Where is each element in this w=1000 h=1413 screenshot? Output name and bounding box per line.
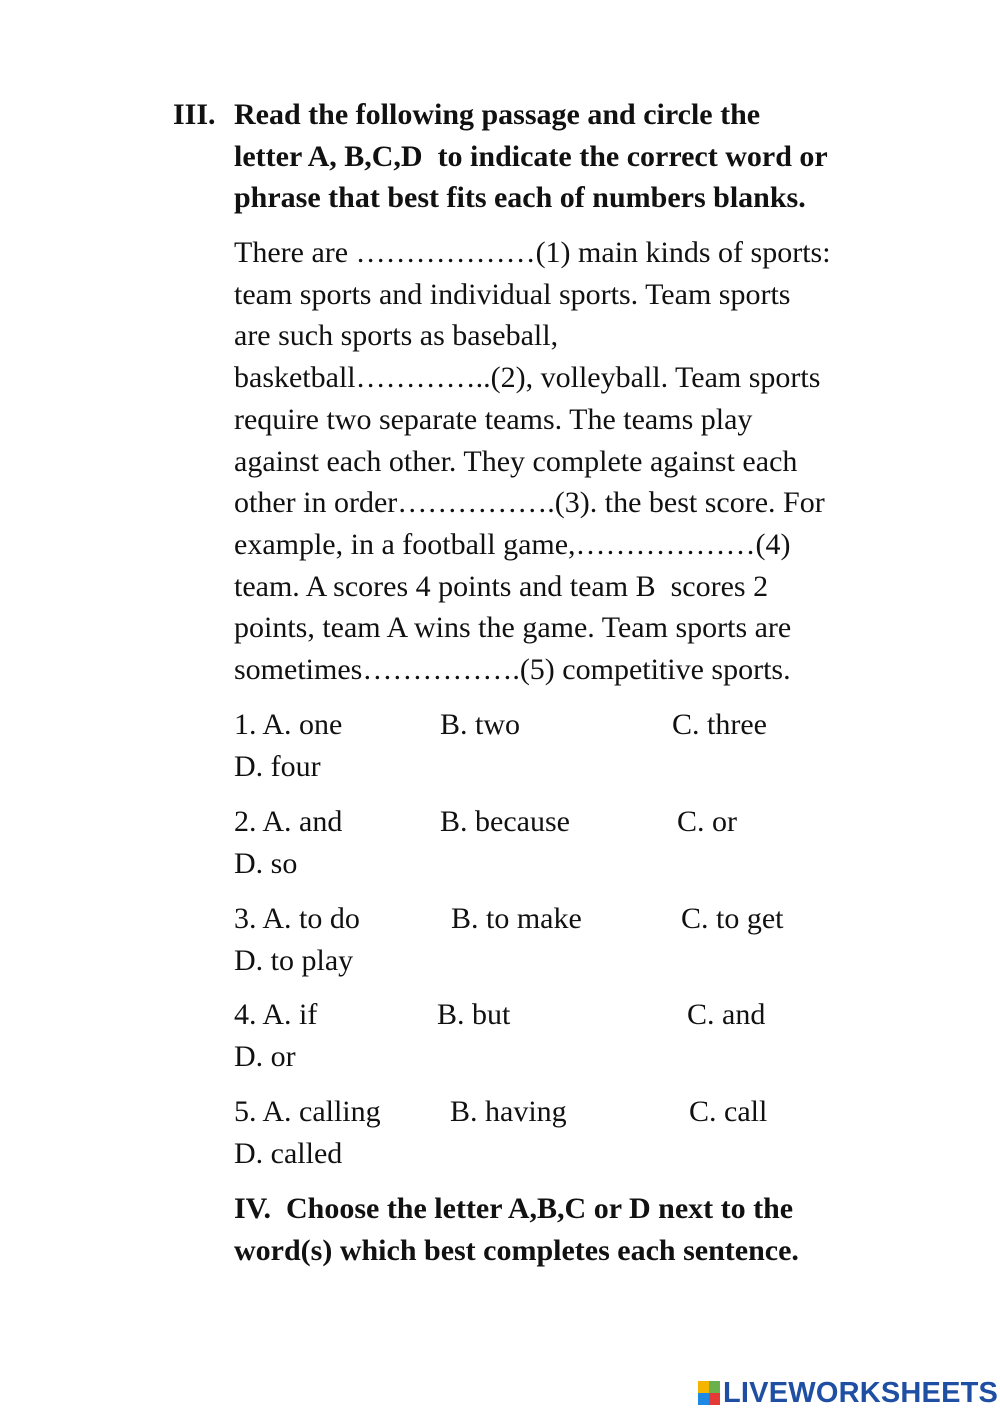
section-3-instruction [234, 94, 828, 219]
q3-option-a[interactable]: 3. A. to do [234, 902, 360, 935]
q1-option-a[interactable]: 1. A. one [234, 708, 343, 741]
passage-line: sometimes…………….(5) competitive sports. [234, 653, 791, 687]
liveworksheets-logo-icon [698, 1381, 720, 1405]
q5-option-d[interactable]: D. called [234, 1137, 343, 1170]
q3-option-c[interactable]: C. to get [681, 902, 784, 935]
section-4-line: IV. Choose the letter A,B,C or D next to the [234, 1192, 794, 1225]
passage-line: points, team A wins the game. Team sports are [234, 611, 792, 645]
q4-option-d[interactable]: D. or [234, 1040, 296, 1073]
passage-line: There are ………………(1) main kinds of sports: [234, 236, 831, 269]
reading-passage [234, 232, 831, 691]
question-4 [234, 994, 934, 1078]
section-4-heading [234, 1188, 799, 1271]
q5-option-c[interactable]: C. call [689, 1095, 768, 1128]
question-1 [234, 704, 934, 788]
q4-option-c[interactable]: C. and [687, 998, 766, 1031]
question-5 [234, 1091, 934, 1175]
passage-line: are such sports as baseball, [234, 319, 559, 353]
instruction-line: Read the following passage and circle the [234, 98, 761, 131]
instruction-line: letter A, B,C,D to indicate the correct word or [234, 139, 828, 173]
q2-option-b[interactable]: B. because [440, 805, 570, 838]
liveworksheets-brand [698, 1376, 998, 1410]
q2-option-d[interactable]: D. so [234, 847, 298, 880]
q3-option-d[interactable]: D. to play [234, 944, 354, 977]
q2-option-c[interactable]: C. or [677, 805, 737, 838]
q4-option-a[interactable]: 4. A. if [234, 998, 318, 1031]
passage-line: against each other. They complete against each [234, 444, 798, 478]
q1-option-d[interactable]: D. four [234, 750, 321, 783]
instruction-line: phrase that best fits each of numbers blanks. [234, 181, 806, 214]
passage-line: team sports and individual sports. Team sports [234, 277, 791, 311]
q1-option-c[interactable]: C. three [672, 708, 767, 741]
passage-line: other in order…………….(3). the best score. For [234, 486, 825, 520]
passage-line: example, in a football game,………………(4) [234, 527, 791, 561]
question-2 [234, 801, 934, 885]
q5-option-b[interactable]: B. having [450, 1095, 567, 1128]
question-3 [234, 898, 934, 982]
passage-line: team. A scores 4 points and team B scores 2 [234, 569, 769, 603]
q1-option-b[interactable]: B. two [440, 708, 521, 741]
section-3-number: III. [173, 98, 216, 131]
q4-option-b[interactable]: B. but [437, 998, 511, 1031]
brand-text: LIVEWORKSHEETS [723, 1376, 999, 1409]
section-4-line: word(s) which best completes each sentence. [234, 1233, 799, 1267]
q2-option-a[interactable]: 2. A. and [234, 805, 343, 838]
passage-line: basketball…………..(2), volleyball. Team sports [234, 361, 821, 395]
passage-line: require two separate teams. The teams play [234, 402, 753, 436]
q3-option-b[interactable]: B. to make [451, 902, 582, 935]
q5-option-a[interactable]: 5. A. calling [234, 1095, 381, 1128]
